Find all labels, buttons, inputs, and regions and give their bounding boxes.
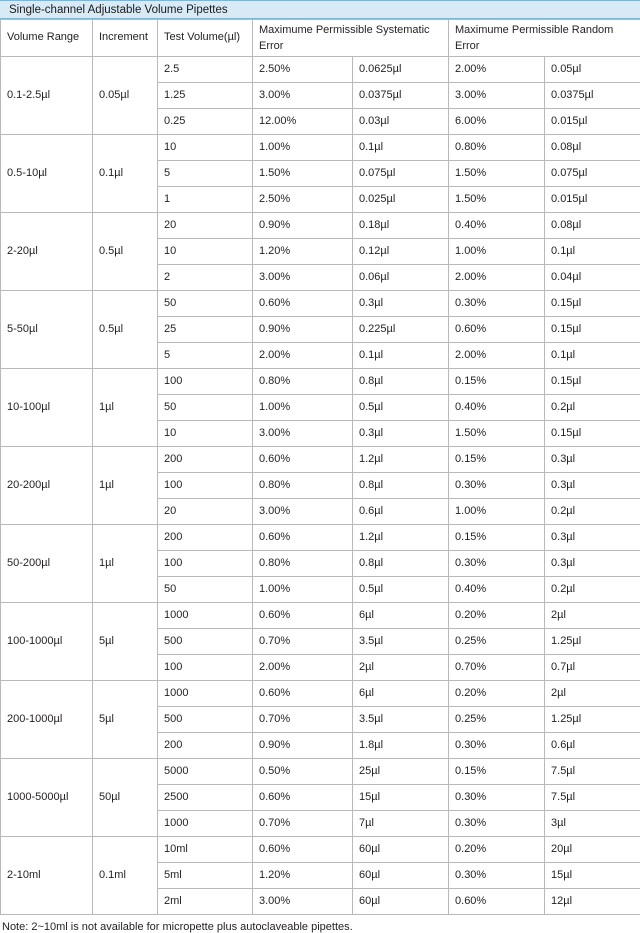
- cell-random-error-absolute: 0.0375µl: [545, 83, 640, 109]
- cell-test-volume: 20: [158, 213, 253, 239]
- cell-volume-range: 10-100µl: [1, 369, 93, 447]
- cell-systematic-error-absolute: 0.1µl: [353, 343, 449, 369]
- cell-systematic-error-absolute: 0.12µl: [353, 239, 449, 265]
- cell-test-volume: 200: [158, 447, 253, 473]
- cell-random-error-absolute: 0.08µl: [545, 135, 640, 161]
- cell-test-volume: 50: [158, 291, 253, 317]
- cell-systematic-error-absolute: 0.1µl: [353, 135, 449, 161]
- column-header-volume-range: Volume Range: [1, 20, 93, 57]
- cell-systematic-error-percent: 0.60%: [253, 447, 353, 473]
- cell-systematic-error-percent: 12.00%: [253, 109, 353, 135]
- cell-volume-range: 50-200µl: [1, 525, 93, 603]
- cell-random-error-percent: 2.00%: [449, 265, 545, 291]
- cell-random-error-absolute: 0.2µl: [545, 499, 640, 525]
- cell-random-error-percent: 0.15%: [449, 369, 545, 395]
- cell-systematic-error-percent: 0.90%: [253, 317, 353, 343]
- table-row: [1, 57, 640, 83]
- cell-test-volume: 5000: [158, 759, 253, 785]
- cell-systematic-error-percent: 1.50%: [253, 161, 353, 187]
- cell-systematic-error-absolute: 0.8µl: [353, 551, 449, 577]
- table-body: [1, 57, 640, 915]
- cell-volume-range: 0.1-2.5µl: [1, 57, 93, 135]
- cell-test-volume: 5: [158, 343, 253, 369]
- cell-systematic-error-absolute: 3.5µl: [353, 707, 449, 733]
- pipette-specification-table: [0, 19, 640, 915]
- cell-test-volume: 100: [158, 473, 253, 499]
- cell-random-error-absolute: 3µl: [545, 811, 640, 837]
- cell-test-volume: 500: [158, 629, 253, 655]
- cell-random-error-absolute: 0.3µl: [545, 551, 640, 577]
- cell-increment: 5µl: [93, 603, 158, 681]
- table-row: [1, 213, 640, 239]
- cell-random-error-absolute: 2µl: [545, 603, 640, 629]
- cell-systematic-error-absolute: 0.5µl: [353, 395, 449, 421]
- cell-systematic-error-absolute: 0.3µl: [353, 291, 449, 317]
- cell-systematic-error-absolute: 0.8µl: [353, 473, 449, 499]
- cell-random-error-percent: 0.60%: [449, 317, 545, 343]
- cell-test-volume: 10ml: [158, 837, 253, 863]
- cell-random-error-percent: 0.30%: [449, 733, 545, 759]
- cell-systematic-error-absolute: 2µl: [353, 655, 449, 681]
- cell-random-error-absolute: 15µl: [545, 863, 640, 889]
- cell-random-error-percent: 2.00%: [449, 57, 545, 83]
- cell-test-volume: 50: [158, 577, 253, 603]
- cell-systematic-error-absolute: 0.075µl: [353, 161, 449, 187]
- cell-systematic-error-absolute: 60µl: [353, 889, 449, 915]
- column-header-test-volume: Test Volume(µl): [158, 20, 253, 57]
- cell-increment: 0.1µl: [93, 135, 158, 213]
- cell-systematic-error-percent: 0.60%: [253, 291, 353, 317]
- cell-test-volume: 10: [158, 239, 253, 265]
- cell-systematic-error-percent: 0.60%: [253, 603, 353, 629]
- cell-systematic-error-percent: 2.00%: [253, 343, 353, 369]
- cell-systematic-error-absolute: 0.5µl: [353, 577, 449, 603]
- cell-random-error-absolute: 0.15µl: [545, 421, 640, 447]
- cell-random-error-percent: 1.00%: [449, 499, 545, 525]
- cell-random-error-percent: 1.00%: [449, 239, 545, 265]
- cell-test-volume: 2.5: [158, 57, 253, 83]
- cell-systematic-error-percent: 1.00%: [253, 395, 353, 421]
- cell-systematic-error-absolute: 0.18µl: [353, 213, 449, 239]
- cell-systematic-error-absolute: 0.025µl: [353, 187, 449, 213]
- cell-systematic-error-percent: 0.60%: [253, 681, 353, 707]
- cell-random-error-absolute: 0.015µl: [545, 109, 640, 135]
- cell-random-error-percent: 1.50%: [449, 421, 545, 447]
- cell-increment: 0.1ml: [93, 837, 158, 915]
- cell-test-volume: 10: [158, 135, 253, 161]
- cell-systematic-error-absolute: 0.8µl: [353, 369, 449, 395]
- cell-increment: 0.5µl: [93, 213, 158, 291]
- cell-systematic-error-percent: 2.50%: [253, 187, 353, 213]
- cell-test-volume: 200: [158, 525, 253, 551]
- cell-increment: 50µl: [93, 759, 158, 837]
- cell-random-error-absolute: 0.15µl: [545, 291, 640, 317]
- cell-systematic-error-absolute: 0.6µl: [353, 499, 449, 525]
- cell-random-error-absolute: 0.3µl: [545, 447, 640, 473]
- cell-systematic-error-absolute: 0.0375µl: [353, 83, 449, 109]
- cell-random-error-absolute: 7.5µl: [545, 759, 640, 785]
- cell-test-volume: 20: [158, 499, 253, 525]
- cell-test-volume: 1: [158, 187, 253, 213]
- cell-systematic-error-absolute: 7µl: [353, 811, 449, 837]
- cell-random-error-absolute: 0.6µl: [545, 733, 640, 759]
- cell-random-error-absolute: 0.015µl: [545, 187, 640, 213]
- column-header-increment: Increment: [93, 20, 158, 57]
- table-row: [1, 525, 640, 551]
- cell-random-error-percent: 0.40%: [449, 395, 545, 421]
- cell-random-error-percent: 0.15%: [449, 525, 545, 551]
- cell-systematic-error-percent: 0.50%: [253, 759, 353, 785]
- cell-systematic-error-percent: 3.00%: [253, 83, 353, 109]
- column-header-systematic-error: Maximume Permissible Systematic Error: [253, 20, 449, 57]
- cell-random-error-percent: 0.15%: [449, 759, 545, 785]
- cell-random-error-absolute: 0.2µl: [545, 395, 640, 421]
- cell-random-error-percent: 0.30%: [449, 785, 545, 811]
- cell-random-error-percent: 0.60%: [449, 889, 545, 915]
- cell-systematic-error-absolute: 60µl: [353, 837, 449, 863]
- cell-random-error-absolute: 0.15µl: [545, 369, 640, 395]
- cell-increment: 0.5µl: [93, 291, 158, 369]
- cell-systematic-error-absolute: 6µl: [353, 681, 449, 707]
- cell-random-error-absolute: 0.05µl: [545, 57, 640, 83]
- cell-random-error-absolute: 12µl: [545, 889, 640, 915]
- cell-random-error-percent: 0.25%: [449, 629, 545, 655]
- cell-test-volume: 1000: [158, 603, 253, 629]
- cell-increment: 1µl: [93, 447, 158, 525]
- cell-random-error-absolute: 0.1µl: [545, 239, 640, 265]
- cell-systematic-error-percent: 0.60%: [253, 785, 353, 811]
- cell-increment: 1µl: [93, 369, 158, 447]
- cell-test-volume: 2500: [158, 785, 253, 811]
- cell-systematic-error-percent: 3.00%: [253, 889, 353, 915]
- cell-random-error-percent: 0.30%: [449, 811, 545, 837]
- cell-volume-range: 1000-5000µl: [1, 759, 93, 837]
- cell-random-error-absolute: 2µl: [545, 681, 640, 707]
- page-title-bar: [0, 0, 640, 19]
- cell-systematic-error-absolute: 0.03µl: [353, 109, 449, 135]
- cell-random-error-percent: 0.40%: [449, 213, 545, 239]
- cell-systematic-error-absolute: 1.8µl: [353, 733, 449, 759]
- cell-systematic-error-percent: 3.00%: [253, 265, 353, 291]
- cell-systematic-error-absolute: 3.5µl: [353, 629, 449, 655]
- cell-random-error-absolute: 7.5µl: [545, 785, 640, 811]
- cell-increment: 5µl: [93, 681, 158, 759]
- cell-systematic-error-percent: 0.80%: [253, 551, 353, 577]
- cell-test-volume: 100: [158, 655, 253, 681]
- table-row: [1, 291, 640, 317]
- cell-test-volume: 100: [158, 369, 253, 395]
- cell-systematic-error-percent: 0.80%: [253, 473, 353, 499]
- table-row: [1, 603, 640, 629]
- table-row: [1, 369, 640, 395]
- cell-random-error-percent: 1.50%: [449, 161, 545, 187]
- cell-volume-range: 100-1000µl: [1, 603, 93, 681]
- table-row: [1, 681, 640, 707]
- cell-random-error-percent: 0.25%: [449, 707, 545, 733]
- cell-random-error-percent: 0.30%: [449, 473, 545, 499]
- cell-systematic-error-absolute: 15µl: [353, 785, 449, 811]
- page-title: Single-channel Adjustable Volume Pipettes: [9, 4, 228, 16]
- cell-random-error-percent: 2.00%: [449, 343, 545, 369]
- table-header-row: [1, 20, 640, 57]
- table-row: [1, 135, 640, 161]
- cell-random-error-percent: 1.50%: [449, 187, 545, 213]
- cell-systematic-error-absolute: 0.0625µl: [353, 57, 449, 83]
- cell-volume-range: 2-20µl: [1, 213, 93, 291]
- cell-random-error-absolute: 0.3µl: [545, 525, 640, 551]
- cell-volume-range: 200-1000µl: [1, 681, 93, 759]
- cell-systematic-error-percent: 1.00%: [253, 135, 353, 161]
- cell-random-error-percent: 0.80%: [449, 135, 545, 161]
- cell-test-volume: 1000: [158, 681, 253, 707]
- cell-systematic-error-absolute: 60µl: [353, 863, 449, 889]
- cell-test-volume: 1000: [158, 811, 253, 837]
- cell-systematic-error-percent: 1.00%: [253, 577, 353, 603]
- cell-systematic-error-percent: 0.70%: [253, 629, 353, 655]
- cell-random-error-absolute: 0.04µl: [545, 265, 640, 291]
- cell-random-error-absolute: 0.08µl: [545, 213, 640, 239]
- cell-systematic-error-absolute: 25µl: [353, 759, 449, 785]
- table-row: [1, 759, 640, 785]
- cell-systematic-error-percent: 0.60%: [253, 525, 353, 551]
- cell-test-volume: 50: [158, 395, 253, 421]
- cell-random-error-percent: 0.30%: [449, 551, 545, 577]
- cell-test-volume: 0.25: [158, 109, 253, 135]
- cell-test-volume: 25: [158, 317, 253, 343]
- cell-volume-range: 0.5-10µl: [1, 135, 93, 213]
- cell-random-error-absolute: 0.1µl: [545, 343, 640, 369]
- cell-systematic-error-percent: 2.50%: [253, 57, 353, 83]
- cell-volume-range: 5-50µl: [1, 291, 93, 369]
- cell-systematic-error-absolute: 6µl: [353, 603, 449, 629]
- cell-systematic-error-percent: 0.90%: [253, 213, 353, 239]
- cell-test-volume: 5: [158, 161, 253, 187]
- table-header: [1, 20, 640, 57]
- cell-systematic-error-percent: 0.70%: [253, 707, 353, 733]
- cell-random-error-percent: 0.30%: [449, 291, 545, 317]
- cell-random-error-absolute: 1.25µl: [545, 707, 640, 733]
- cell-systematic-error-absolute: 0.225µl: [353, 317, 449, 343]
- cell-increment: 0.05µl: [93, 57, 158, 135]
- cell-volume-range: 20-200µl: [1, 447, 93, 525]
- cell-random-error-percent: 3.00%: [449, 83, 545, 109]
- cell-systematic-error-percent: 0.70%: [253, 811, 353, 837]
- cell-random-error-absolute: 0.075µl: [545, 161, 640, 187]
- cell-test-volume: 5ml: [158, 863, 253, 889]
- cell-test-volume: 200: [158, 733, 253, 759]
- table-row: [1, 837, 640, 863]
- cell-test-volume: 500: [158, 707, 253, 733]
- cell-systematic-error-absolute: 0.06µl: [353, 265, 449, 291]
- cell-random-error-percent: 0.40%: [449, 577, 545, 603]
- cell-random-error-absolute: 0.15µl: [545, 317, 640, 343]
- cell-systematic-error-percent: 0.80%: [253, 369, 353, 395]
- cell-systematic-error-percent: 0.60%: [253, 837, 353, 863]
- cell-systematic-error-absolute: 1.2µl: [353, 447, 449, 473]
- cell-test-volume: 10: [158, 421, 253, 447]
- cell-increment: 1µl: [93, 525, 158, 603]
- cell-systematic-error-percent: 2.00%: [253, 655, 353, 681]
- cell-random-error-absolute: 1.25µl: [545, 629, 640, 655]
- column-header-random-error: Maximume Permissible Random Error: [449, 20, 640, 57]
- cell-test-volume: 1.25: [158, 83, 253, 109]
- cell-test-volume: 100: [158, 551, 253, 577]
- cell-random-error-absolute: 0.7µl: [545, 655, 640, 681]
- cell-random-error-absolute: 20µl: [545, 837, 640, 863]
- cell-test-volume: 2: [158, 265, 253, 291]
- footnote: Note: 2~10ml is not available for micropette plus autoclaveable pipettes.: [0, 915, 640, 933]
- cell-random-error-percent: 0.20%: [449, 603, 545, 629]
- cell-random-error-percent: 6.00%: [449, 109, 545, 135]
- cell-systematic-error-percent: 0.90%: [253, 733, 353, 759]
- cell-random-error-percent: 0.20%: [449, 837, 545, 863]
- cell-systematic-error-absolute: 1.2µl: [353, 525, 449, 551]
- cell-systematic-error-percent: 1.20%: [253, 239, 353, 265]
- cell-systematic-error-percent: 3.00%: [253, 499, 353, 525]
- cell-systematic-error-percent: 1.20%: [253, 863, 353, 889]
- cell-random-error-absolute: 0.2µl: [545, 577, 640, 603]
- cell-random-error-percent: 0.20%: [449, 681, 545, 707]
- cell-test-volume: 2ml: [158, 889, 253, 915]
- cell-systematic-error-percent: 3.00%: [253, 421, 353, 447]
- cell-random-error-percent: 0.30%: [449, 863, 545, 889]
- table-row: [1, 447, 640, 473]
- cell-systematic-error-absolute: 0.3µl: [353, 421, 449, 447]
- cell-random-error-percent: 0.15%: [449, 447, 545, 473]
- cell-random-error-percent: 0.70%: [449, 655, 545, 681]
- cell-volume-range: 2-10ml: [1, 837, 93, 915]
- cell-random-error-absolute: 0.3µl: [545, 473, 640, 499]
